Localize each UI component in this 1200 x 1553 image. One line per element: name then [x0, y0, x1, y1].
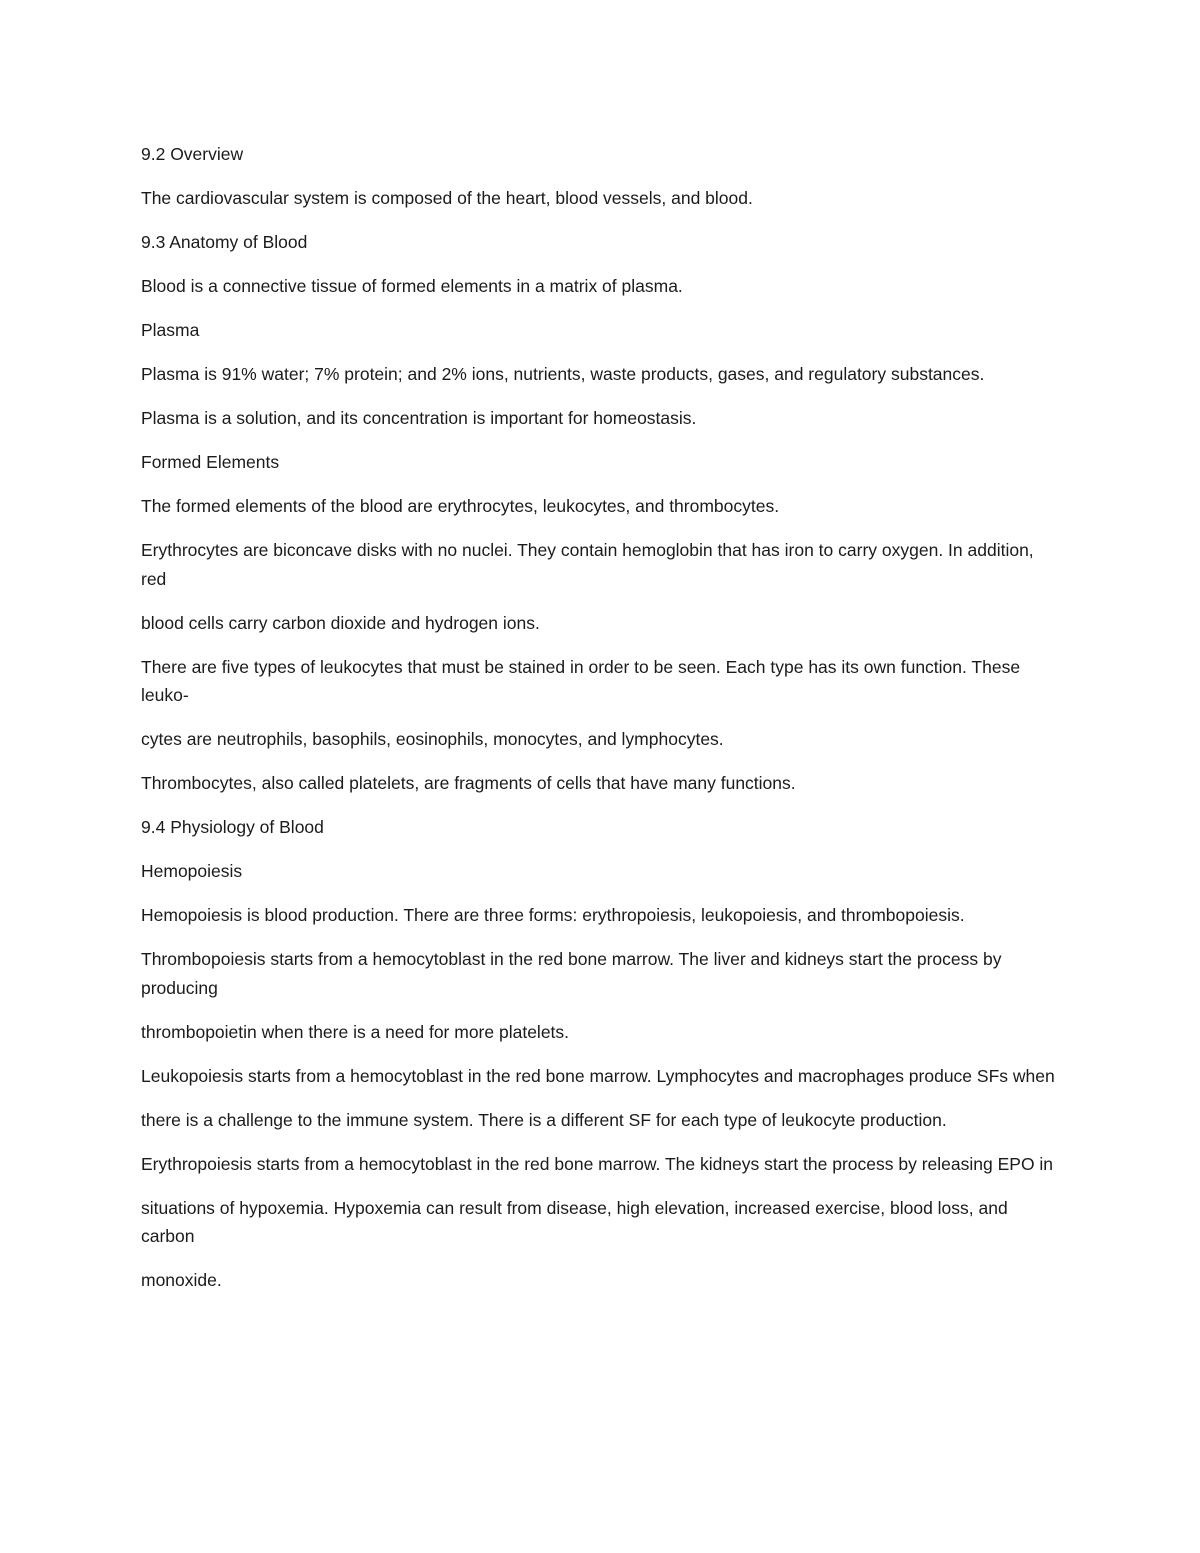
- paragraph: Plasma is a solution, and its concentration is important for homeostasis.: [141, 408, 697, 428]
- section-heading: 9.2 Overview: [141, 144, 244, 164]
- paragraph: Plasma is 91% water; 7% protein; and 2% ions, nutrients, waste products, gases, and regulatory substances.: [141, 364, 985, 384]
- paragraph: monoxide.: [141, 1270, 222, 1290]
- section-heading: 9.3 Anatomy of Blood: [141, 232, 308, 252]
- paragraph: Blood is a connective tissue of formed elements in a matrix of plasma.: [141, 276, 683, 296]
- document-body: [141, 140, 1061, 1295]
- paragraph: there is a challenge to the immune system. There is a different SF for each type of leukocyte production.: [141, 1109, 947, 1130]
- paragraph: cytes are neutrophils, basophils, eosinophils, monocytes, and lymphocytes.: [141, 729, 724, 749]
- paragraph: Erythropoiesis starts from a hemocytoblast in the red bone marrow. The kidneys start the process by releasing EPO in: [141, 1153, 1054, 1174]
- paragraph: Erythrocytes are biconcave disks with no nuclei. They contain hemoglobin that has iron to carry oxygen. In addition, red: [141, 540, 1034, 589]
- paragraph: Thrombocytes, also called platelets, are fragments of cells that have many functions.: [141, 773, 796, 793]
- subsection-heading: Plasma: [141, 320, 200, 340]
- paragraph: There are five types of leukocytes that must be stained in order to be seen. Each type has its own function. These leuko-: [141, 656, 1021, 705]
- paragraph: The formed elements of the blood are erythrocytes, leukocytes, and thrombocytes.: [141, 496, 780, 516]
- paragraph: thrombopoietin when there is a need for more platelets.: [141, 1021, 570, 1042]
- paragraph: The cardiovascular system is composed of the heart, blood vessels, and blood.: [141, 188, 753, 208]
- subsection-heading: Formed Elements: [141, 452, 280, 472]
- section-heading: 9.4 Physiology of Blood: [141, 817, 324, 837]
- subsection-heading: Hemopoiesis: [141, 861, 243, 881]
- paragraph: situations of hypoxemia. Hypoxemia can result from disease, high elevation, increased exercise, blood loss, and carbon: [141, 1197, 1008, 1246]
- paragraph: Thrombopoiesis starts from a hemocytoblast in the red bone marrow. The liver and kidneys start the process by producing: [141, 949, 1002, 998]
- paragraph: Leukopoiesis starts from a hemocytoblast in the red bone marrow. Lymphocytes and macrophages produce SFs when: [141, 1065, 1055, 1086]
- paragraph: Hemopoiesis is blood production. There are three forms: erythropoiesis, leukopoiesis, and thrombopoiesis.: [141, 905, 965, 925]
- paragraph: blood cells carry carbon dioxide and hydrogen ions.: [141, 612, 540, 633]
